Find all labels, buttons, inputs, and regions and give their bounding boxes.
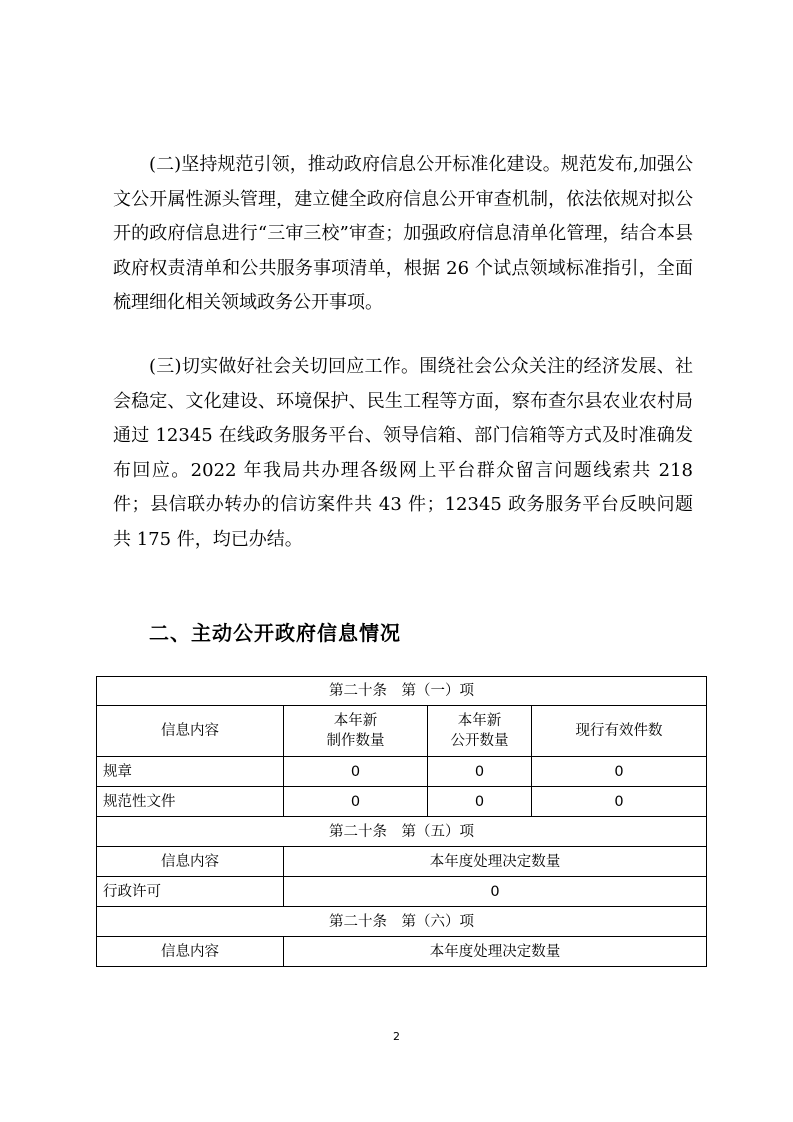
table-row bbox=[97, 787, 707, 817]
column-header-content: 信息内容 bbox=[97, 847, 284, 877]
row-label: 规范性文件 bbox=[97, 787, 284, 817]
cell-value: 0 bbox=[284, 787, 428, 817]
column-header-decision-count: 本年度处理决定数量 bbox=[284, 937, 707, 967]
cell-value: 0 bbox=[428, 787, 532, 817]
column-header-content: 信息内容 bbox=[97, 937, 284, 967]
table-row bbox=[97, 877, 707, 907]
paragraph-standardization: (二)坚持规范引领，推动政府信息公开标准化建设。规范发布,加强公文公开属性源头管理，建立健全政府信息公开审查机制，依法依规对拟公开的政府信息进行“三审三校”审查；加强政府信息清单化管理，结合本县政府权责清单和公共服务事项清单，根据 26 个试点领域标准指引，全面梳理细化相关领域政务公开事项。 bbox=[113, 154, 693, 313]
paragraph-public-response: (三)切实做好社会关切回应工作。围绕社会公众关注的经济发展、社会稳定、文化建设、环境保护、民生工程等方面，察布查尔县农业农村局通过 12345 在线政务服务平台、领导信箱、部门信箱等方式及时准确发布回应。2022 年我局共办理各级网上平台群众留言问题线索共 218 件；县信联办转办的信访案件共 43 件；12345 政务服务平台反映问题共 175 件，均已办结。 bbox=[113, 356, 693, 550]
row-label: 行政许可 bbox=[97, 877, 284, 907]
table-header-row bbox=[97, 706, 707, 757]
cell-value: 0 bbox=[284, 877, 707, 907]
section-title-article20-item5: 第二十条 第（五）项 bbox=[97, 817, 707, 847]
disclosure-table bbox=[96, 676, 707, 967]
section-title-article20-item6: 第二十条 第（六）项 bbox=[97, 907, 707, 937]
column-header-content: 信息内容 bbox=[97, 706, 284, 757]
table-section-title-row bbox=[97, 907, 707, 937]
section-title-article20-item1: 第二十条 第（一）项 bbox=[97, 677, 707, 706]
column-header-new-published: 本年新 公开数量 bbox=[428, 706, 532, 757]
column-header-new-made: 本年新 制作数量 bbox=[284, 706, 428, 757]
column-header-decision-count: 本年度处理决定数量 bbox=[284, 847, 707, 877]
table-row bbox=[97, 757, 707, 787]
cell-value: 0 bbox=[532, 757, 707, 787]
cell-value: 0 bbox=[284, 757, 428, 787]
table-header-row bbox=[97, 847, 707, 877]
column-header-valid-count: 现行有效件数 bbox=[532, 706, 707, 757]
cell-value: 0 bbox=[532, 787, 707, 817]
section-heading: 二、主动公开政府信息情况 bbox=[149, 621, 401, 645]
cell-value: 0 bbox=[428, 757, 532, 787]
table-section-title-row bbox=[97, 677, 707, 706]
row-label: 规章 bbox=[97, 757, 284, 787]
table-header-row bbox=[97, 937, 707, 967]
table-section-title-row bbox=[97, 817, 707, 847]
page-number: 2 bbox=[393, 1030, 400, 1043]
